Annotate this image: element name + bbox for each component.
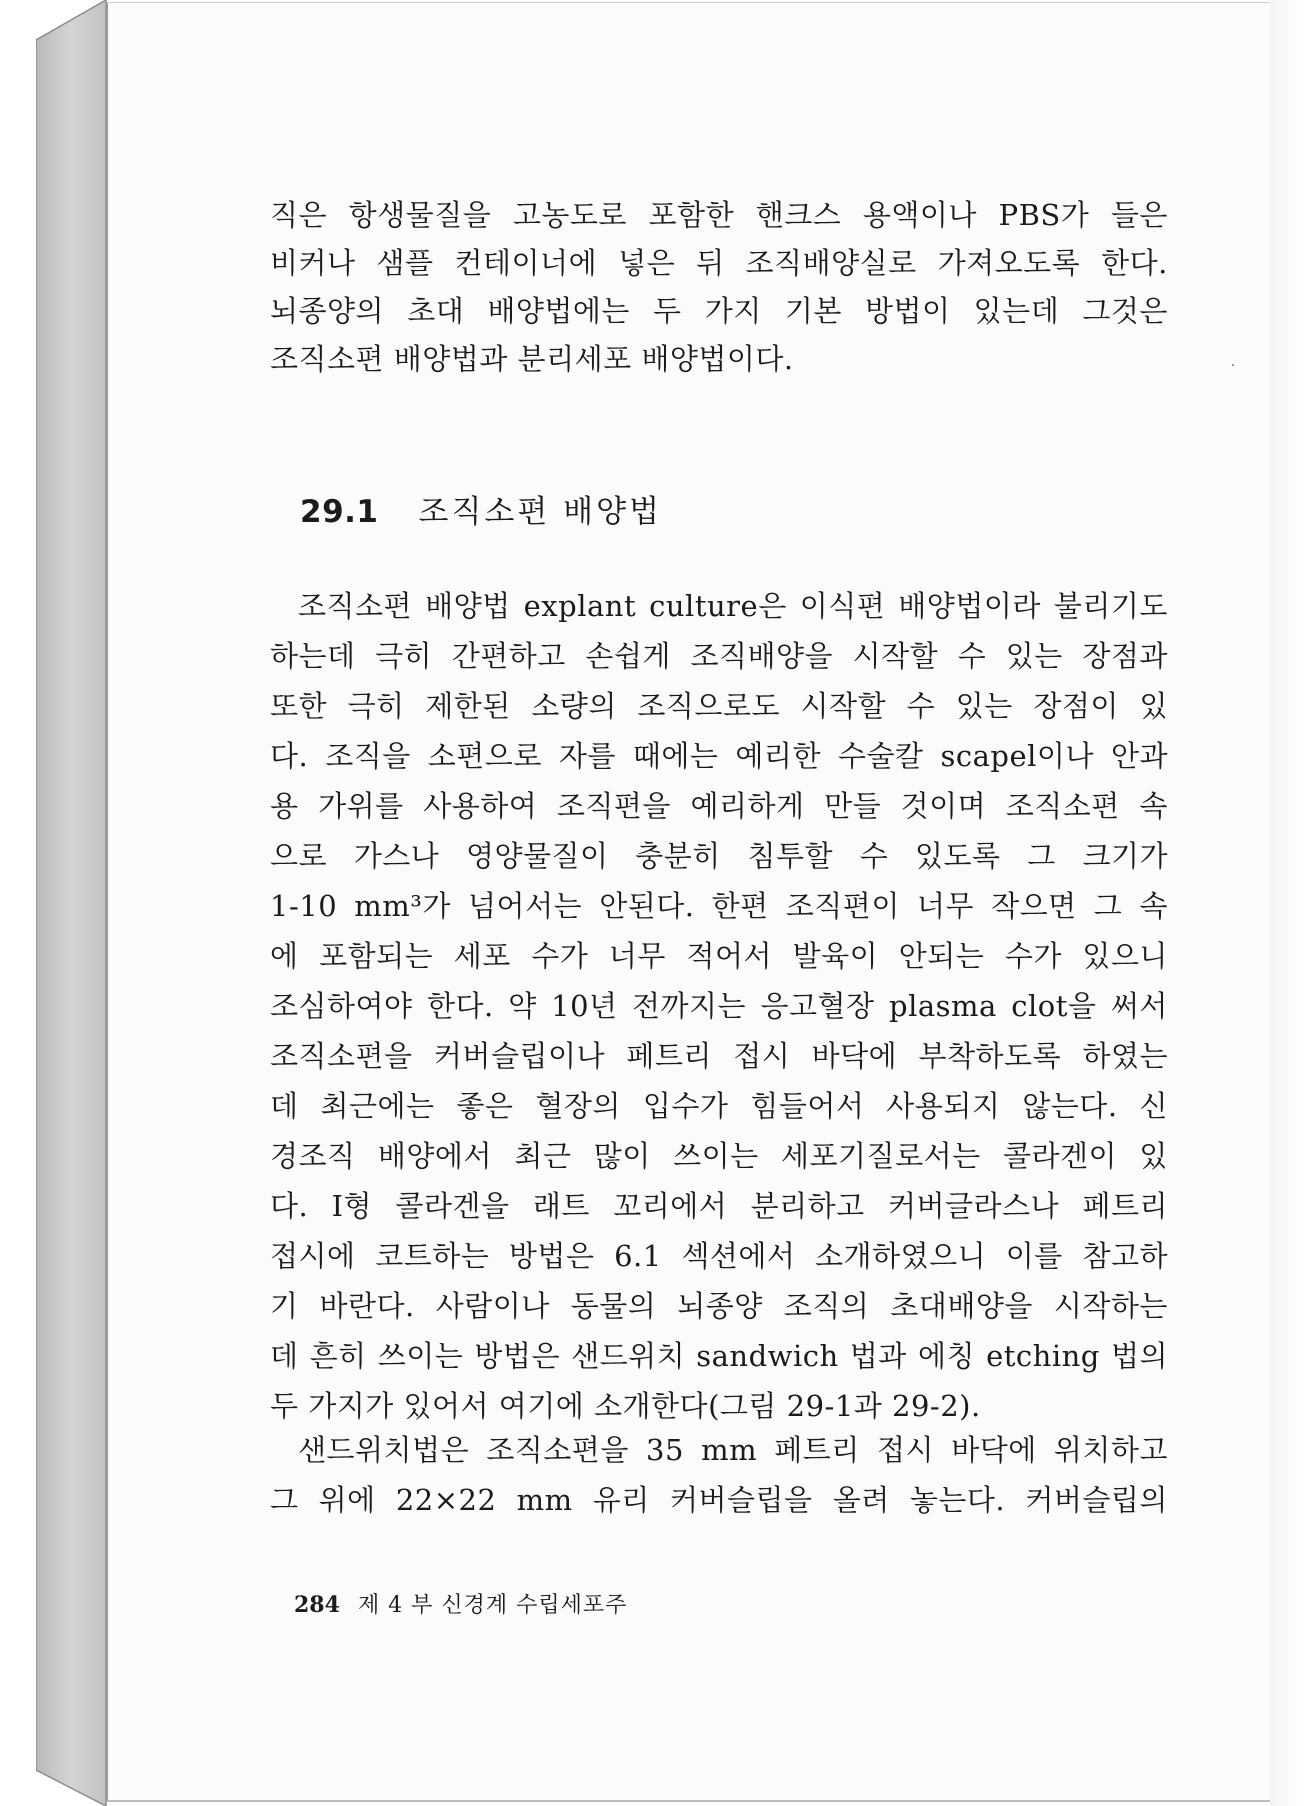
text-line	[270, 243, 1168, 283]
section-number: 29.1	[300, 494, 379, 530]
text-line	[270, 886, 1168, 926]
section-heading	[300, 486, 662, 531]
line-text: 뇌종양의 초대 배양법에는 두 가지 기본 방법이 있는데 그것은	[270, 294, 1168, 328]
text-line	[270, 1286, 1168, 1326]
scan-speck	[1232, 364, 1234, 366]
text-line: 조직소편 배양법과 분리세포 배양법이다.	[270, 342, 794, 376]
text-line	[270, 1236, 1168, 1276]
line-text: 또한 극히 제한된 소량의 조직으로도 시작할 수 있는 장점이 있	[270, 689, 1168, 723]
text-line: 두 가지가 있어서 여기에 소개한다(그림 29-1과 29-2).	[270, 1389, 981, 1423]
chapter-title: 제 4 부 신경계 수립세포주	[357, 1593, 628, 1618]
text-line	[298, 586, 1168, 626]
text-line	[270, 986, 1168, 1026]
text-line	[270, 1336, 1168, 1376]
section-title: 조직소편 배양법	[418, 494, 662, 530]
text-line	[270, 195, 1168, 235]
text-line	[270, 936, 1168, 976]
line-text: 그 위에 22×22 mm 유리 커버슬립을 올려 놓는다. 커버슬립의	[270, 1483, 1168, 1517]
line-text: 비커나 샘플 컨테이너에 넣은 뒤 조직배양실로 가져오도록 한다.	[270, 246, 1168, 280]
text-line	[270, 1136, 1168, 1176]
page-footer	[294, 1588, 627, 1619]
line-text: 기 바란다. 사람이나 동물의 뇌종양 조직의 초대배양을 시작하는	[270, 1289, 1168, 1323]
line-text: 샌드위치법은 조직소편을 35 mm 페트리 접시 바닥에 위치하고	[298, 1433, 1168, 1467]
line-text: 데 최근에는 좋은 혈장의 입수가 힘들어서 사용되지 않는다. 신	[270, 1089, 1168, 1123]
text-line	[270, 291, 1168, 331]
text-line	[270, 1186, 1168, 1226]
text-line	[270, 686, 1168, 726]
text-line	[270, 786, 1168, 826]
text-line	[270, 736, 1168, 776]
line-text: 에 포함되는 세포 수가 너무 적어서 발육이 안되는 수가 있으니	[270, 939, 1168, 973]
line-text: 조심하여야 한다. 약 10년 전까지는 응고혈장 plasma clot을 써서	[270, 989, 1168, 1023]
line-text: 직은 항생물질을 고농도로 포함한 핸크스 용액이나 PBS가 들은	[270, 198, 1168, 232]
line-text: 다. Ⅰ형 콜라겐을 래트 꼬리에서 분리하고 커버글라스나 페트리	[270, 1189, 1168, 1223]
line-text: 다. 조직을 소편으로 자를 때에는 예리한 수술칼 scapel이나 안과	[270, 739, 1168, 773]
page-number: 284	[294, 1592, 340, 1618]
book-spine	[36, 0, 108, 1806]
text-line	[270, 636, 1168, 676]
line-text: 데 흔히 쓰이는 방법은 샌드위치 sandwich 법과 에칭 etching 법의	[270, 1339, 1168, 1373]
line-text: 조직소편 배양법 explant culture은 이식편 배양법이라 불리기도	[298, 589, 1168, 623]
text-line	[270, 1480, 1168, 1520]
text-line	[298, 1430, 1168, 1470]
text-line	[270, 1086, 1168, 1126]
line-text: 용 가위를 사용하여 조직편을 예리하게 만들 것이며 조직소편 속	[270, 789, 1168, 823]
line-text: 조직소편을 커버슬립이나 페트리 접시 바닥에 부착하도록 하였는	[270, 1039, 1168, 1073]
line-text: 하는데 극히 간편하고 손쉽게 조직배양을 시작할 수 있는 장점과	[270, 639, 1168, 673]
line-text: 1-10 mm³가 넘어서는 안된다. 한편 조직편이 너무 작으면 그 속	[270, 889, 1168, 923]
line-text: 접시에 코트하는 방법은 6.1 섹션에서 소개하였으니 이를 참고하	[270, 1239, 1168, 1273]
line-text: 경조직 배양에서 최근 많이 쓰이는 세포기질로서는 콜라겐이 있	[270, 1139, 1168, 1173]
text-line	[270, 1036, 1168, 1076]
text-line	[270, 836, 1168, 876]
line-text: 으로 가스나 영양물질이 충분히 침투할 수 있도록 그 크기가	[270, 839, 1168, 873]
page-edge-shadow	[1270, 0, 1304, 1806]
